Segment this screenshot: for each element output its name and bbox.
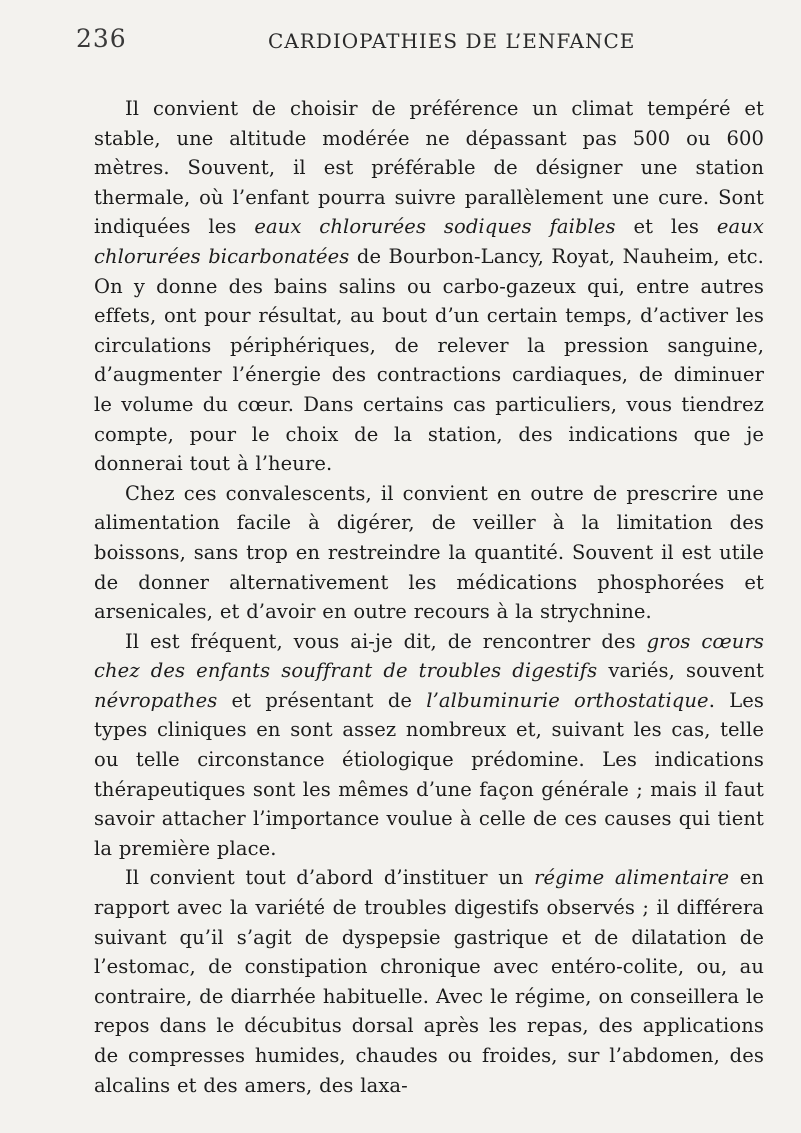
text-run: Il convient tout d’abord d’instituer un (125, 866, 535, 890)
paragraph-regime (94, 863, 764, 1100)
text-run: variés, souvent (597, 659, 764, 683)
paragraph-climate (94, 94, 764, 479)
text-run: et présentant de (217, 688, 427, 712)
paragraph-digestive (94, 627, 764, 864)
page-number: 236 (76, 24, 127, 53)
italic-term: l’albuminurie orthostatique (426, 688, 709, 712)
italic-term: névropathes (94, 688, 218, 712)
text-run: de Bourbon-Lancy, Royat, Nauheim, etc. On y donne des bains salins ou carbo-gazeux qui, entre autres effets, ont pour résultat, au bout d’un certain temps, d’activer les circulations périphériques, de relever la pression sanguine, d’augmenter l’énergie des contractions cardiaques, de diminuer le volume du cœur. Dans certains cas particuliers, vous tiendrez compte, pour le choix de la station, des indications que je donnerai tout à l’heure. (94, 244, 764, 476)
page-header (0, 20, 801, 60)
body-text (94, 94, 764, 1100)
italic-term: gros cœurs chez des enfants souffrant de troubles digestifs (94, 629, 764, 683)
text-run: Il est fréquent, vous ai-je dit, de rencontrer des (125, 629, 647, 653)
text-run: Chez ces convalescents, il convient en outre de prescrire une alimentation facile à digérer, de veiller à la limitation des boissons, sans trop en restreindre la quantité. Souvent il est utile de donner alternativement les médications phosphorées et arsenicales, et d’avoir en outre recours à la strychnine. (94, 481, 764, 624)
running-title: CARDIOPATHIES DE L’ENFANCE (268, 29, 636, 53)
italic-term: eaux chlorurées sodiques faibles (254, 215, 616, 239)
italic-term: eaux chlorurées bicarbonatées (94, 215, 764, 268)
text-run: . Les types cliniques en sont assez nombreux et, suivant les cas, telle ou telle circonstance étiologique prédomine. Les indications thérapeutiques sont les mêmes d’une façon générale ; mais il faut savoir attacher l’importance voulue à celle de ces causes qui tient la première place. (94, 688, 764, 860)
paragraph-diet (94, 479, 764, 627)
text-run: et les (615, 215, 717, 239)
text-run: en rapport avec la variété de troubles digestifs observés ; il différera suivant qu’il s’agit de dyspepsie gastrique et de dilatation de l’estomac, de constipation chronique avec entéro-colite, ou, au contraire, de diarrhée habituelle. Avec le régime, on conseillera le repos dans le décubitus dorsal après les repas, des applications de compresses humides, chaudes ou froides, sur l’abdomen, des alcalins et des amers, des laxa- (94, 866, 764, 1097)
text-run: Il convient de choisir de préférence un climat tempéré et stable, une altitude modérée ne dépassant pas 500 ou 600 mètres. Souvent, il est préférable de désigner une station thermale, où l’enfant pourra suivre parallèlement une cure. Sont indiquées les (94, 97, 764, 239)
italic-term: régime alimentaire (534, 866, 730, 890)
